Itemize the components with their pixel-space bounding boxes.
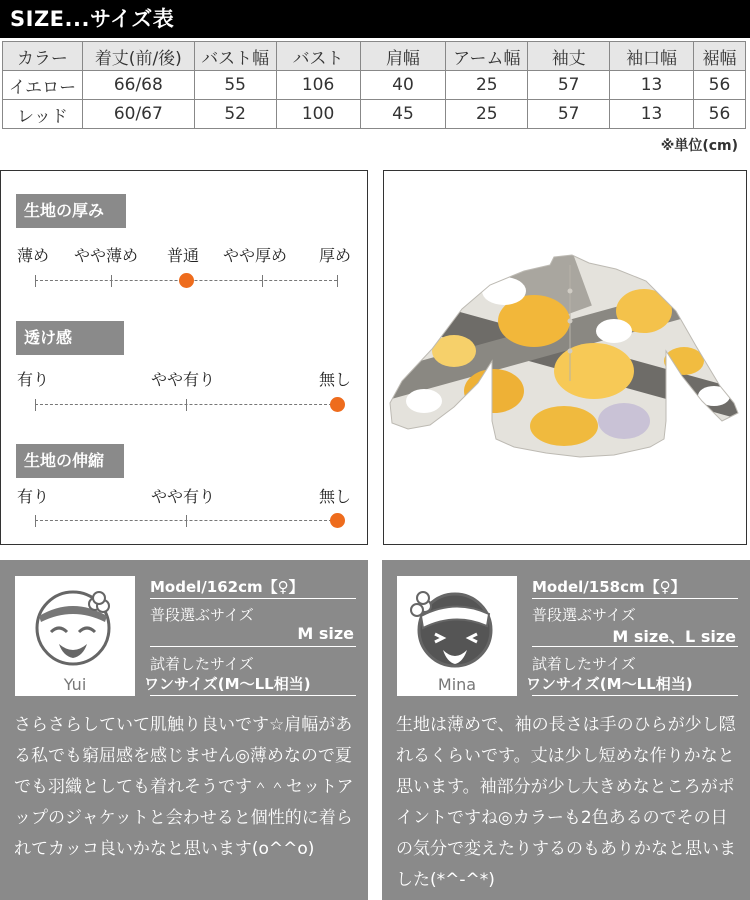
table-cell: 57 [528,71,610,100]
scale-tick [35,399,36,411]
table-cell: レッド [3,100,83,129]
tried-size-label: 試着したサイズ [150,655,254,673]
scale-label: 無し [319,370,352,389]
scale-label: 有り [17,370,50,389]
size-chart-header: SIZE...サイズ表 [0,0,750,38]
thickness-label: 生地の厚み [16,194,126,228]
tried-size-label: 試着したサイズ [532,655,636,673]
scale-tick [337,275,338,287]
model-name: Yui [63,675,87,694]
scale-tick [186,515,187,527]
column-header: バスト幅 [194,42,276,71]
table-cell: 45 [360,100,446,129]
scale-label: やや薄め [74,246,139,265]
table-cell: 13 [610,71,694,100]
table-cell: イエロー [3,71,83,100]
table-cell: 100 [276,100,360,129]
table-cell: 52 [194,100,276,129]
column-header: 裾幅 [694,42,746,71]
model-title: Model/158cm【♀】 [532,578,686,596]
size-table-header-row [3,42,746,71]
model-comment: 生地は薄めで、袖の長さは手のひらが少し隠れるくらいです。丈は少し短めな作りかなと思います。袖部分が少し大きめなところがポイントですね◎カラーも2色あるのでその日の気分で変えたりするのもありかなと思いました(*^-^*) [396,715,736,890]
tried-size-value: ワンサイズ(M〜LL相当) [526,675,693,693]
model-title: Model/162cm【♀】 [150,578,304,596]
stretch-indicator [330,513,345,528]
scale-tick [35,275,36,287]
usual-size-value: M size、L size [612,627,736,646]
model-comment: さらさらしていて肌触り良いです☆肩幅がある私でも窮屈感を感じません◎薄めなので夏でも羽織としても着れそうです＾＾セットアップのジャケットと会わせると個性的に着られてカッコ良いかなと思います(o^^o) [14,715,354,859]
divider [150,598,356,599]
fabric-characteristics-panel [0,170,368,545]
column-header: 着丈(前/後) [82,42,194,71]
model-name: Mina [437,675,477,694]
table-cell: 56 [694,100,746,129]
model-avatar [397,576,517,696]
scale-tick [35,515,36,527]
model-panel-yui [0,560,368,900]
tried-size-value: ワンサイズ(M〜LL相当) [144,675,311,693]
transparency-indicator [330,397,345,412]
stretch-scale [35,520,337,521]
scale-label: やや有り [151,487,216,506]
table-cell: 25 [446,71,528,100]
model-panel-mina [382,560,750,900]
stretch-label: 生地の伸縮 [16,444,124,478]
usual-size-label: 普段選ぶサイズ [532,606,636,624]
scale-label: 有り [17,487,50,506]
scale-tick [262,275,263,287]
table-cell: 57 [528,100,610,129]
table-row [3,100,746,129]
table-cell: 60/67 [82,100,194,129]
table-row [3,71,746,100]
transparency-label: 透け感 [16,321,124,355]
divider [150,646,356,647]
column-header: 袖丈 [528,42,610,71]
size-table [2,41,746,129]
product-photo [383,170,747,545]
table-cell: 25 [446,100,528,129]
usual-size-label: 普段選ぶサイズ [150,606,254,624]
divider [150,695,356,696]
column-header: バスト [276,42,360,71]
table-cell: 106 [276,71,360,100]
column-header: アーム幅 [446,42,528,71]
divider [532,695,738,696]
scale-label: やや有り [151,370,216,389]
table-cell: 40 [360,71,446,100]
table-cell: 13 [610,100,694,129]
column-header: カラー [3,42,83,71]
divider [532,646,738,647]
scale-label: 厚め [319,246,352,265]
model-avatar [15,576,135,696]
scale-label: 薄め [17,246,50,265]
unit-note: ※単位(cm) [660,138,738,154]
scale-label: 普通 [167,246,200,265]
table-cell: 66/68 [82,71,194,100]
usual-size-value: M size [297,624,354,643]
table-cell: 55 [194,71,276,100]
column-header: 肩幅 [360,42,446,71]
scale-label: やや厚め [223,246,288,265]
thickness-indicator [179,273,194,288]
shirt-illustration [384,171,746,544]
divider [532,598,738,599]
scale-label: 無し [319,487,352,506]
column-header: 袖口幅 [610,42,694,71]
scale-tick [186,399,187,411]
table-cell: 56 [694,71,746,100]
transparency-scale [35,404,337,405]
scale-tick [111,275,112,287]
